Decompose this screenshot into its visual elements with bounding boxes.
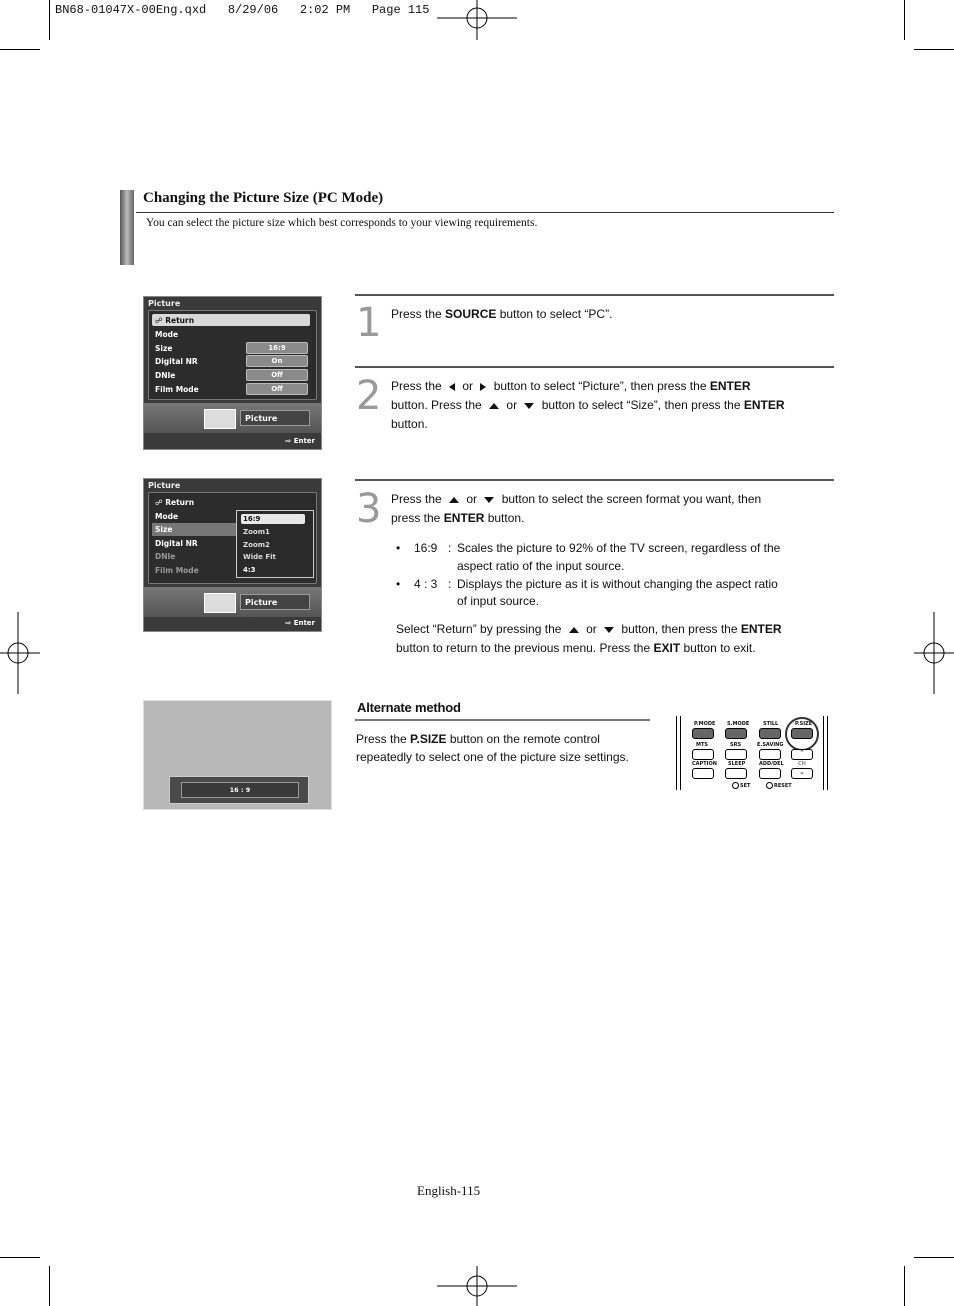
osd-item-size: Size bbox=[155, 344, 173, 353]
return-icon: ☍ bbox=[155, 498, 166, 507]
bullet-colon: : bbox=[448, 577, 452, 591]
chevron-down-icon: ⌄ bbox=[799, 769, 805, 776]
osd-value-digital-nr: On bbox=[246, 355, 308, 367]
step-3-text: Press the or button to select the screen format you want, then press the ENTER button. bbox=[391, 492, 762, 525]
enter-icon: ⇨ bbox=[285, 437, 294, 445]
page-number: English-115 bbox=[417, 1183, 481, 1198]
pmode-button[interactable] bbox=[692, 728, 714, 739]
osd-footer bbox=[144, 587, 321, 617]
osd-item-mode: Mode bbox=[155, 330, 179, 339]
osd-footer bbox=[144, 403, 321, 433]
section-bar bbox=[120, 190, 134, 265]
return-icon: ☍ bbox=[155, 316, 166, 325]
reset-indicator bbox=[766, 782, 773, 789]
remote-illustration bbox=[673, 716, 831, 790]
up-arrow-icon bbox=[449, 497, 459, 503]
size-osd-bar bbox=[169, 776, 309, 804]
crop-mark bbox=[49, 0, 50, 40]
esaving-button[interactable] bbox=[759, 749, 781, 760]
crop-mark bbox=[49, 1266, 50, 1306]
remote-label: S.MODE bbox=[727, 721, 750, 727]
crop-mark bbox=[904, 1266, 905, 1306]
set-indicator bbox=[732, 782, 739, 789]
remote-label: P.MODE bbox=[694, 721, 716, 727]
osd-menu-1 bbox=[143, 296, 322, 450]
crop-mark bbox=[914, 49, 954, 50]
remote-label: P.SIZE bbox=[795, 721, 813, 727]
crop-mark bbox=[0, 49, 40, 50]
enter-icon: ⇨ bbox=[285, 619, 294, 627]
osd-item-size: Size bbox=[155, 525, 173, 534]
remote-label: SRS bbox=[730, 742, 742, 748]
osd-value-size: 16:9 bbox=[246, 342, 308, 354]
remote-edge bbox=[680, 716, 681, 790]
osd-value-dnie: Off bbox=[246, 369, 308, 381]
sleep-button[interactable] bbox=[725, 768, 747, 779]
bullet-key: 16:9 bbox=[414, 541, 438, 555]
adddel-button[interactable] bbox=[759, 768, 781, 779]
enter-hint: ⇨ Enter bbox=[285, 437, 315, 445]
size-option: 16:9 bbox=[243, 515, 261, 523]
bullet-marker: • bbox=[396, 577, 401, 591]
registration-mark bbox=[437, 1266, 517, 1306]
down-arrow-icon bbox=[604, 627, 614, 633]
bullet-text: Displays the picture as it is without changing the aspect ratio of input source. bbox=[457, 577, 778, 608]
page-title: Changing the Picture Size (PC Mode) bbox=[143, 190, 384, 206]
remote-label: CH bbox=[798, 761, 806, 767]
bullet-marker: • bbox=[396, 541, 401, 555]
osd-item-film-mode: Film Mode bbox=[155, 385, 199, 394]
remote-edge bbox=[676, 716, 677, 790]
step-rule bbox=[355, 366, 834, 368]
size-option: Zoom2 bbox=[243, 541, 270, 549]
registration-mark bbox=[437, 0, 517, 40]
step-2-text: Press the or button to select “Picture”, then press the ENTER button. Press the or button to select “Size”, then press the ENTER button. bbox=[391, 379, 785, 431]
remote-label: E.SAVING bbox=[757, 742, 784, 748]
up-arrow-icon bbox=[489, 403, 499, 409]
still-button[interactable] bbox=[759, 728, 781, 739]
tv-screen bbox=[143, 700, 332, 810]
osd-title: Picture bbox=[148, 481, 181, 490]
osd-item-dnie: DNIe bbox=[155, 371, 176, 380]
osd-value-film-mode: Off bbox=[246, 383, 308, 395]
remote-label: RESET bbox=[774, 783, 792, 789]
osd-item-digital-nr: Digital NR bbox=[155, 357, 198, 366]
remote-label: ADD/DEL bbox=[759, 761, 784, 767]
size-option: Wide Fit bbox=[243, 553, 276, 561]
down-arrow-icon bbox=[524, 403, 534, 409]
step-number: 3 bbox=[356, 486, 382, 532]
remote-label: SET bbox=[740, 783, 751, 789]
remote-edge bbox=[823, 716, 824, 790]
osd-item-dnie: DNIe bbox=[155, 552, 176, 561]
size-option: 4:3 bbox=[243, 566, 256, 574]
ch-up-button[interactable] bbox=[791, 749, 813, 760]
smode-button[interactable] bbox=[725, 728, 747, 739]
remote-label: MTS bbox=[696, 742, 708, 748]
psize-highlight bbox=[785, 717, 819, 751]
osd-item-digital-nr: Digital NR bbox=[155, 539, 198, 548]
size-osd-label: 16 : 9 bbox=[181, 782, 299, 798]
osd-item-return: ☍ Return bbox=[155, 498, 195, 507]
left-arrow-icon bbox=[449, 383, 455, 391]
ch-down-button[interactable] bbox=[791, 768, 813, 779]
up-arrow-icon bbox=[569, 627, 579, 633]
crop-mark bbox=[0, 1257, 40, 1258]
alternate-rule bbox=[355, 719, 650, 721]
step-1-text: Press the SOURCE button to select “PC”. bbox=[391, 307, 613, 321]
enter-hint: ⇨ Enter bbox=[285, 619, 315, 627]
step-number: 1 bbox=[356, 300, 382, 346]
caption-button[interactable] bbox=[692, 768, 714, 779]
osd-item-return: ☍ Return bbox=[155, 316, 195, 325]
osd-item-mode: Mode bbox=[155, 512, 179, 521]
step-rule bbox=[355, 294, 834, 296]
bullet-key: 4 : 3 bbox=[414, 577, 438, 591]
osd-footer-label: Picture bbox=[240, 594, 310, 610]
registration-mark bbox=[914, 612, 954, 694]
osd-panel bbox=[148, 310, 317, 400]
size-option: Zoom1 bbox=[243, 528, 270, 536]
size-dropdown bbox=[236, 510, 314, 578]
remote-label: SLEEP bbox=[728, 761, 746, 767]
osd-title: Picture bbox=[148, 299, 181, 308]
alternate-heading: Alternate method bbox=[357, 700, 461, 715]
mts-button[interactable] bbox=[692, 749, 714, 760]
return-instructions: Select “Return” by pressing the or button, then press the ENTER button to return to the previous menu. Press the EXIT button to exit. bbox=[396, 622, 782, 655]
srs-button[interactable] bbox=[725, 749, 747, 760]
remote-label: CAPTION bbox=[692, 761, 717, 767]
chevron-up-icon: ⌃ bbox=[799, 750, 805, 757]
crop-mark bbox=[904, 0, 905, 40]
bullet-text: Scales the picture to 92% of the TV screen, regardless of the aspect ratio of the input source. bbox=[457, 541, 781, 573]
picture-icon bbox=[204, 409, 236, 429]
osd-item-film-mode: Film Mode bbox=[155, 566, 199, 575]
step-rule bbox=[355, 479, 834, 481]
section-intro: You can select the picture size which best corresponds to your viewing requirements. bbox=[146, 217, 538, 229]
registration-mark bbox=[0, 612, 40, 694]
alternate-text: Press the P.SIZE button on the remote control repeatedly to select one of the picture size settings. bbox=[356, 732, 629, 764]
remote-edge bbox=[827, 716, 828, 790]
right-arrow-icon bbox=[480, 383, 486, 391]
title-rule bbox=[136, 212, 834, 213]
remote-label: STILL bbox=[763, 721, 779, 727]
osd-footer-label: Picture bbox=[240, 410, 310, 426]
bullet-colon: : bbox=[448, 541, 452, 555]
file-info: BN68-01047X-00Eng.qxd 8/29/06 2:02 PM Page 115 bbox=[55, 3, 430, 17]
step-number: 2 bbox=[356, 373, 382, 419]
down-arrow-icon bbox=[484, 497, 494, 503]
crop-mark bbox=[914, 1257, 954, 1258]
picture-icon bbox=[204, 593, 236, 613]
